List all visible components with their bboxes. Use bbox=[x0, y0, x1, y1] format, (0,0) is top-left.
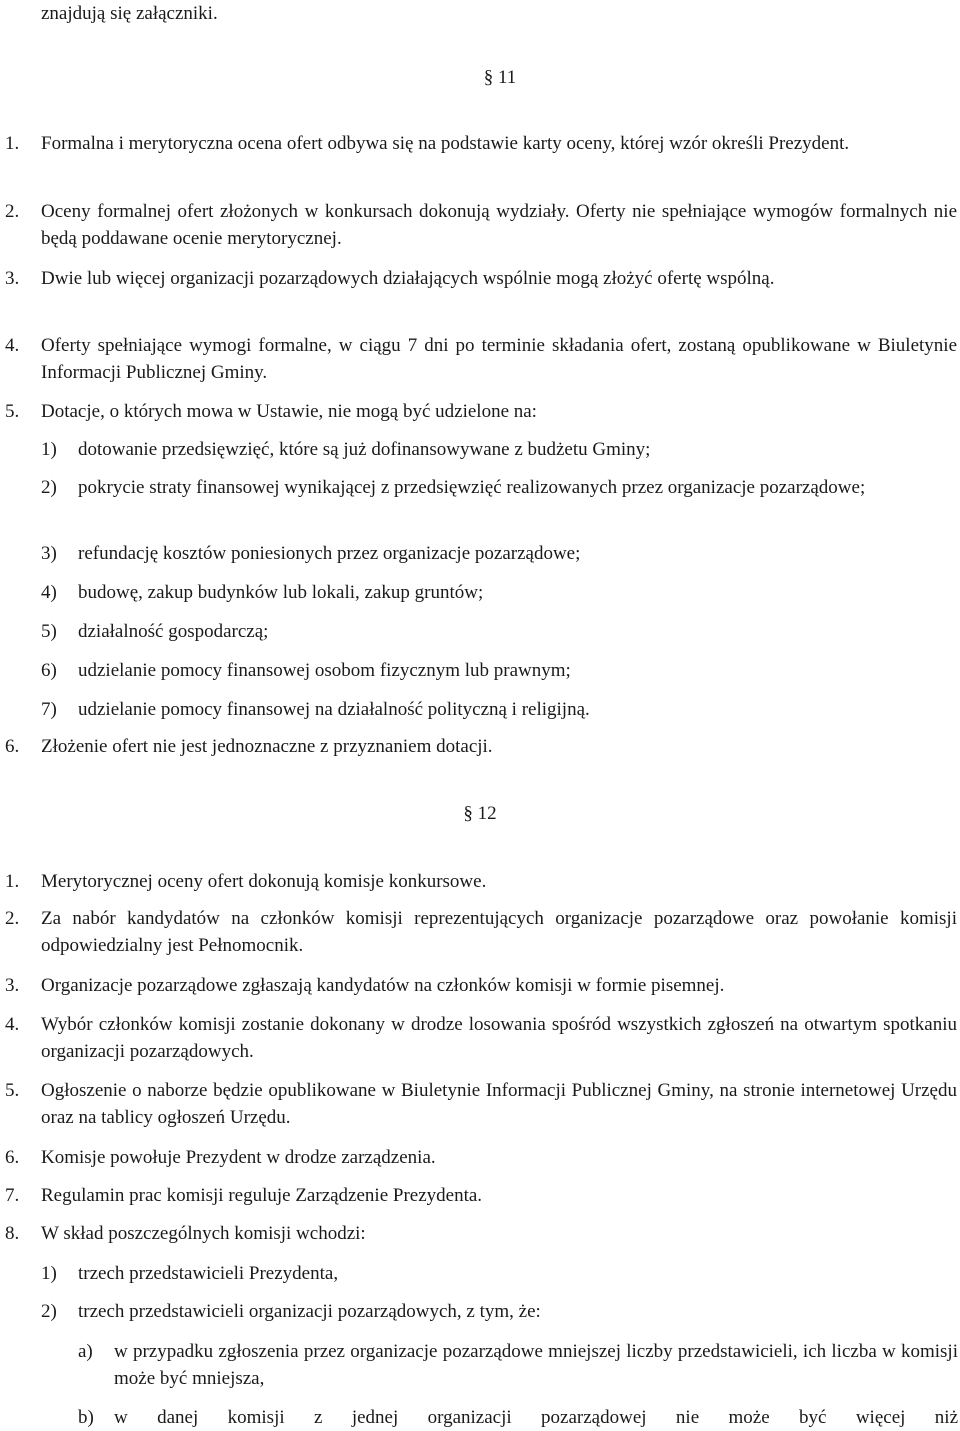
subitem-number: 1) bbox=[41, 439, 57, 460]
item-number: 6. bbox=[5, 736, 20, 757]
section-12-item-5: Ogłoszenie o naborze będzie opublikowane w Biuletynie Informacji Publicznej Gminy, na stronie internetowej Urzędu oraz na tablicy ogłoszeń Urzędu. bbox=[41, 1080, 957, 1128]
section-11-item-5-sub-4: budowę, zakup budynków lub lokali, zakup gruntów; bbox=[78, 582, 484, 603]
section-11-item-5: Dotacje, o których mowa w Ustawie, nie mogą być udzielone na: bbox=[41, 401, 537, 422]
section-12-item-1: Merytorycznej oceny ofert dokonują komisje konkursowe. bbox=[41, 871, 487, 892]
section-12-item-8-sub-1: trzech przedstawicieli Prezydenta, bbox=[78, 1263, 339, 1284]
item-number: 8. bbox=[5, 1223, 20, 1244]
subitem-number: 6) bbox=[41, 660, 57, 681]
subitem-number: 2) bbox=[41, 477, 57, 498]
section-11-item-5-sub-6: udzielanie pomocy finansowej osobom fizycznym lub prawnym; bbox=[78, 660, 571, 681]
section-11-item-5-sub-1: dotowanie przedsięwzięć, które są już dofinansowywane z budżetu Gminy; bbox=[78, 439, 651, 460]
section-heading-12: § 12 bbox=[463, 803, 497, 824]
item-number: 6. bbox=[5, 1147, 20, 1168]
letter-item-number: b) bbox=[78, 1407, 94, 1428]
subitem-number: 4) bbox=[41, 582, 57, 603]
section-12-item-8-sub-2: trzech przedstawicieli organizacji pozarządowych, z tym, że: bbox=[78, 1301, 541, 1322]
subitem-number: 3) bbox=[41, 543, 57, 564]
section-11-item-3: Dwie lub więcej organizacji pozarządowych działających wspólnie mogą złożyć ofertę wspólną. bbox=[41, 268, 775, 289]
item-number: 3. bbox=[5, 975, 20, 996]
section-11-item-2: Oceny formalnej ofert złożonych w konkursach dokonują wydziały. Oferty nie spełniające wymogów formalnych nie będą poddawane ocenie merytorycznej. bbox=[41, 201, 957, 249]
item-number: 5. bbox=[5, 1080, 20, 1101]
item-number: 2. bbox=[5, 908, 20, 929]
section-11-item-4: Oferty spełniające wymogi formalne, w ciągu 7 dni po terminie składania ofert, zostaną opublikowane w Biuletynie Informacji Publicznej Gminy. bbox=[41, 335, 957, 383]
item-number: 1. bbox=[5, 133, 20, 154]
section-12-item-8-sub-2-letter-b: w danej komisji z jednej organizacji pozarządowej nie może być więcej niż bbox=[114, 1407, 958, 1428]
section-11-item-5-sub-7: udzielanie pomocy finansowej na działalność polityczną i religijną. bbox=[78, 699, 590, 720]
item-number: 1. bbox=[5, 871, 20, 892]
section-heading-11: § 11 bbox=[483, 67, 517, 88]
subitem-number: 1) bbox=[41, 1263, 57, 1284]
section-11-item-1: Formalna i merytoryczna ocena ofert odbywa się na podstawie karty oceny, której wzór określi Prezydent. bbox=[41, 133, 850, 154]
section-11-item-5-sub-3: refundację kosztów poniesionych przez organizacje pozarządowe; bbox=[78, 543, 581, 564]
section-12-item-3: Organizacje pozarządowe zgłaszają kandydatów na członków komisji w formie pisemnej. bbox=[41, 975, 725, 996]
section-12-item-8: W skład poszczególnych komisji wchodzi: bbox=[41, 1223, 366, 1244]
section-11-item-5-sub-2: pokrycie straty finansowej wynikającej z przedsięwzięć realizowanych przez organizacje pozarządowe; bbox=[78, 477, 866, 498]
section-12-item-4: Wybór członków komisji zostanie dokonany w drodze losowania spośród wszystkich zgłoszeń na otwartym spotkaniu organizacji pozarządowych. bbox=[41, 1014, 957, 1062]
section-11-item-5-sub-5: działalność gospodarczą; bbox=[78, 621, 269, 642]
item-number: 7. bbox=[5, 1185, 20, 1206]
section-12-item-2: Za nabór kandydatów na członków komisji reprezentujących organizacje pozarządowe oraz powołanie komisji odpowiedzialny jest Pełnomocnik. bbox=[41, 908, 957, 956]
item-number: 4. bbox=[5, 1014, 20, 1035]
subitem-number: 7) bbox=[41, 699, 57, 720]
item-number: 3. bbox=[5, 268, 20, 289]
section-12-item-6: Komisje powołuje Prezydent w drodze zarządzenia. bbox=[41, 1147, 436, 1168]
item-number: 5. bbox=[5, 401, 20, 422]
subitem-number: 2) bbox=[41, 1301, 57, 1322]
item-number: 4. bbox=[5, 335, 20, 356]
section-12-item-7: Regulamin prac komisji reguluje Zarządzenie Prezydenta. bbox=[41, 1185, 483, 1206]
section-12-item-8-sub-2-letter-a: w przypadku zgłoszenia przez organizacje pozarządowe mniejszej liczby przedstawicieli, ich liczba w komisji może być mniejsza, bbox=[114, 1341, 958, 1389]
item-number: 2. bbox=[5, 201, 20, 222]
section-11-item-6: Złożenie ofert nie jest jednoznaczne z przyznaniem dotacji. bbox=[41, 736, 493, 757]
intro-fragment: znajdują się załączniki. bbox=[41, 3, 218, 24]
letter-item-number: a) bbox=[78, 1341, 93, 1362]
subitem-number: 5) bbox=[41, 621, 57, 642]
